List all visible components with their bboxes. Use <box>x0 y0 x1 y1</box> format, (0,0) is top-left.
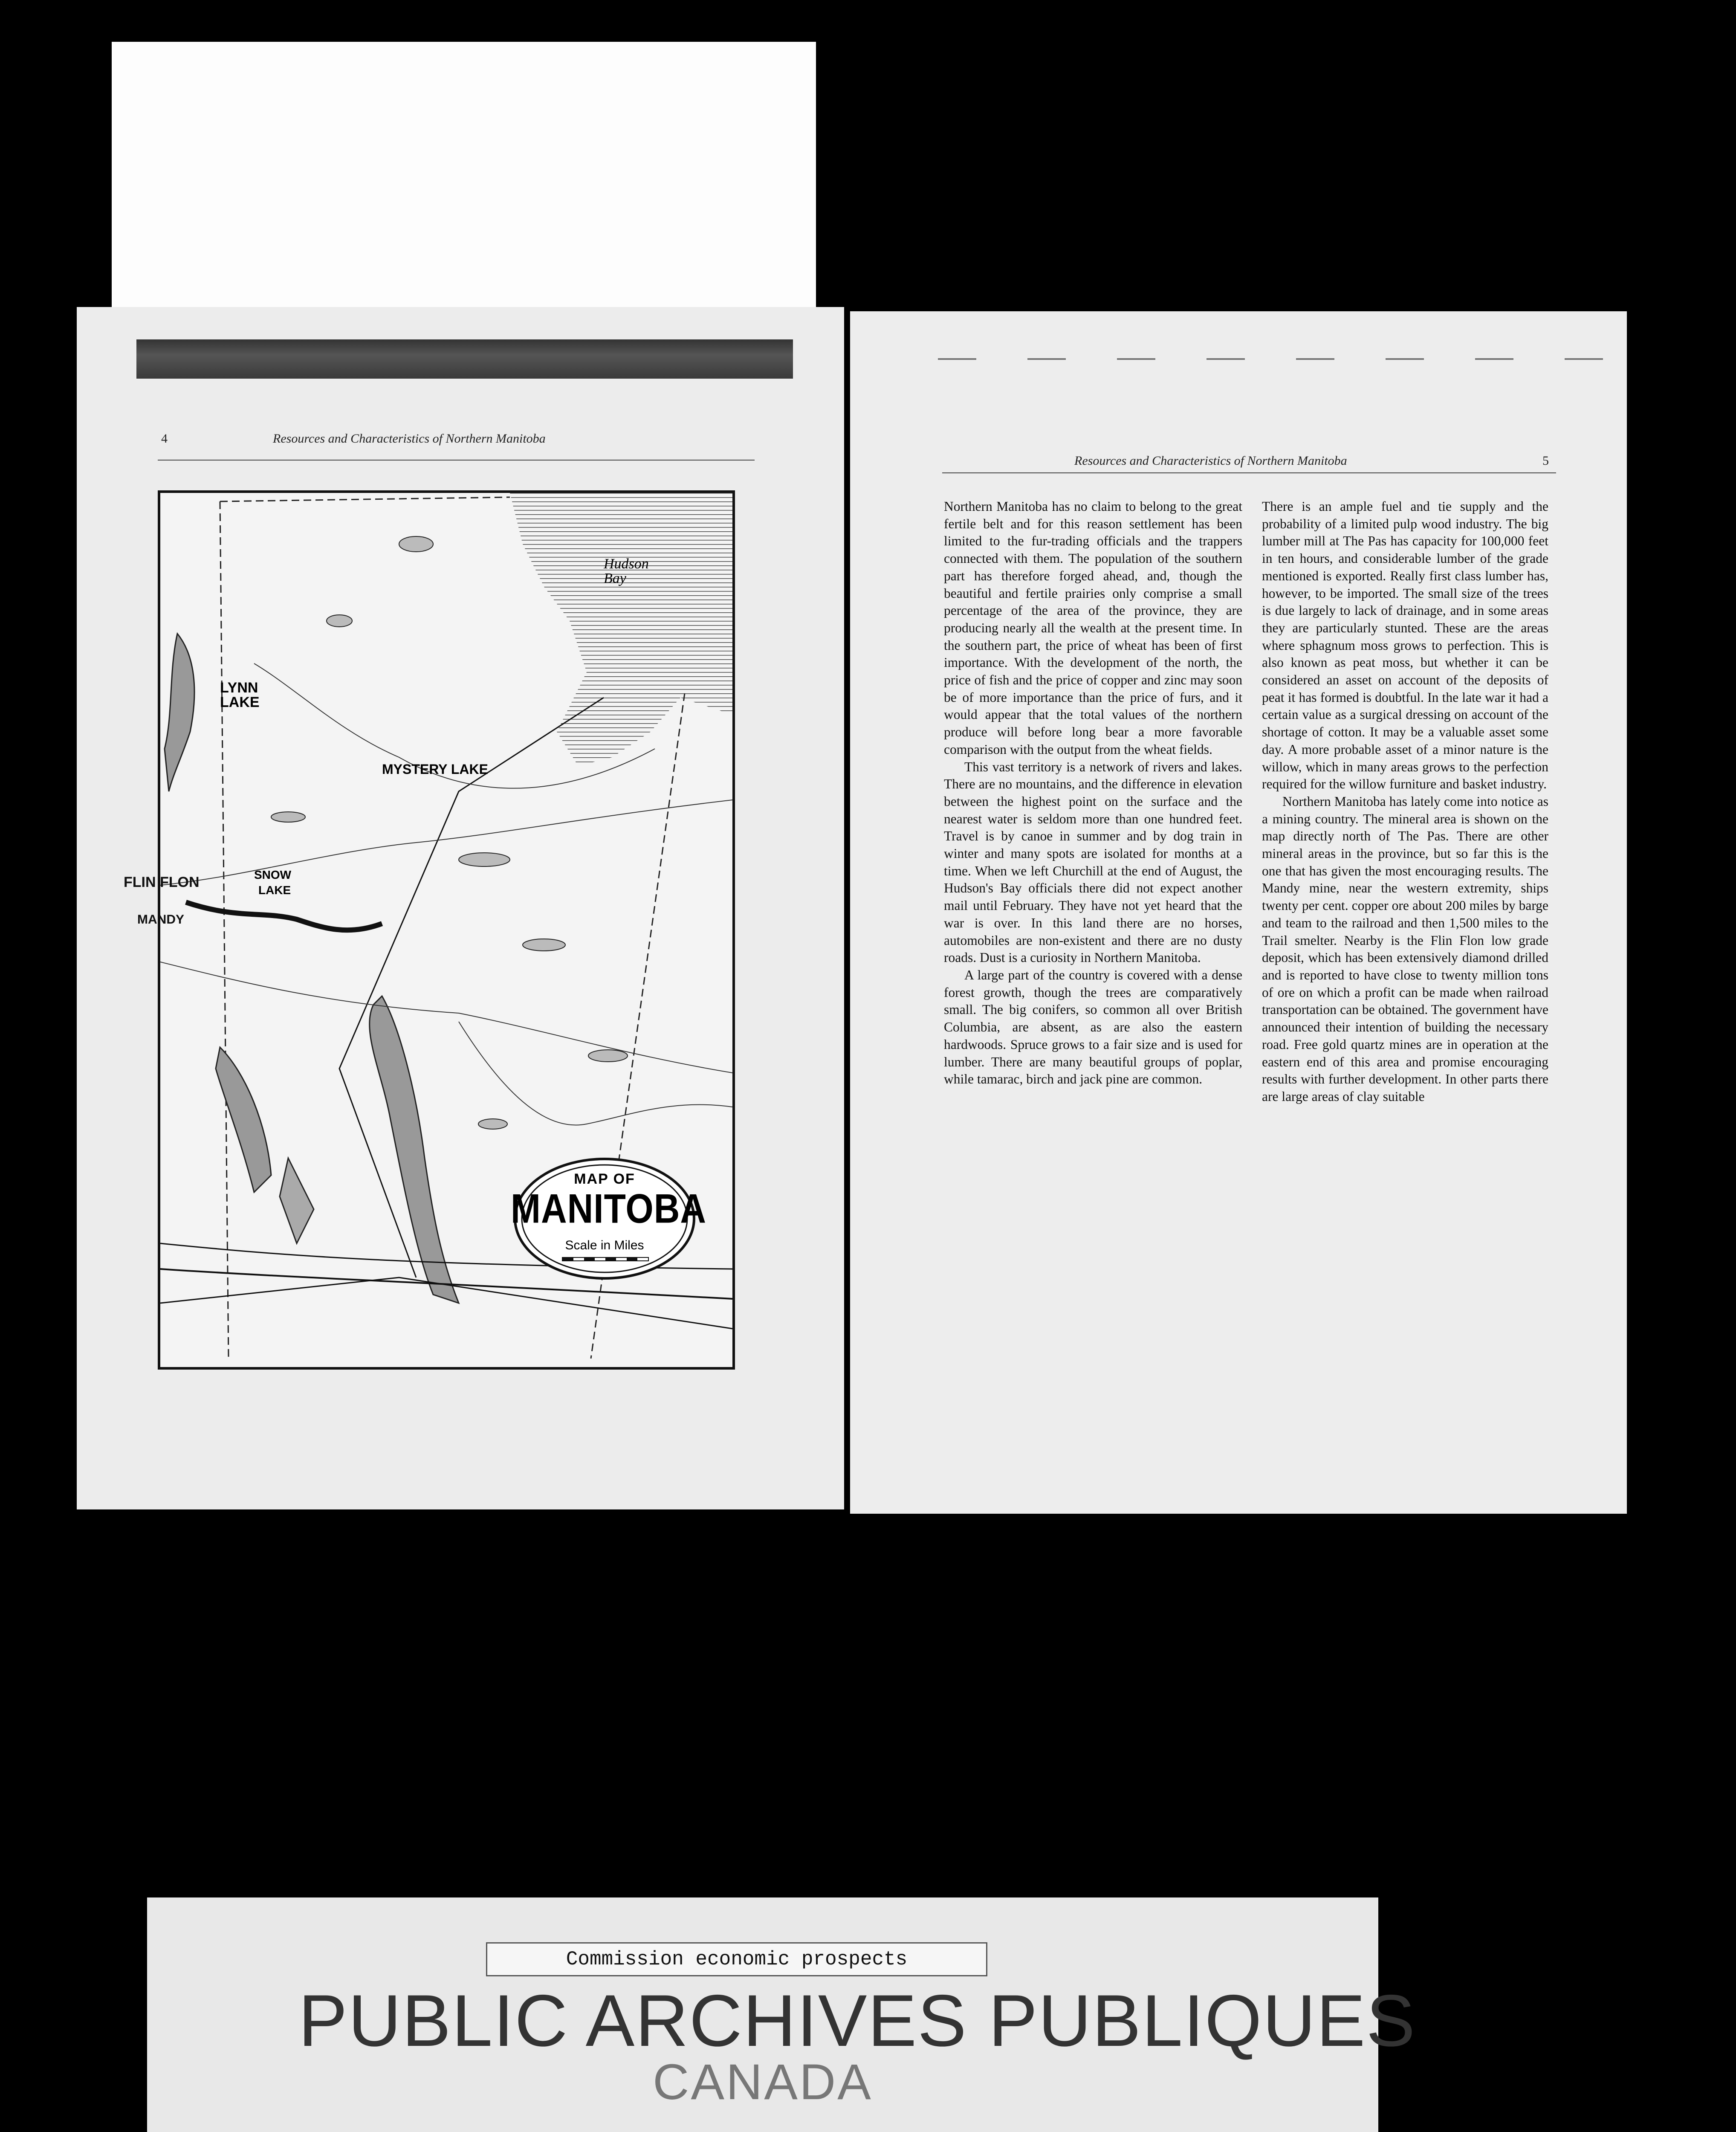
lake-winnipeg <box>370 996 459 1303</box>
paragraph: This vast territory is a network of rivers and lakes. There are no mountains, and the difference in elevation between the highest point on the surface and the nearest water is seldom more than one hundred feet. Travel is by canoe in summer and by dog train in winter and many spots are isolated for months at a time. When we left Churchill at the end of August, the Hudson's Bay officials there did not expect another mail until February. They have not yet heard that the war is over. In this land there are no horses, automobiles are non-existent and there are no dusty roads. Dust is a curiosity in Northern Manitoba. <box>944 759 1242 965</box>
small-lake <box>523 939 565 951</box>
map-scale: Scale in Miles <box>565 1238 644 1252</box>
river <box>160 962 732 1073</box>
text-column-2 <box>1262 498 1548 1106</box>
archive-slip-text: Commission economic prospects <box>486 1942 987 1976</box>
reindeer-lake <box>165 634 194 791</box>
mineral-area <box>186 902 382 930</box>
paragraph: A large part of the country is covered with a dense forest growth, though the trees are comparatively small. The big conifers, so common all over British Columbia, are absent, as are also the eastern hardwoods. Spruce grows to a fair size and is used for lumber. There are many beautiful groups of poplar, while tamarac, birch and jack pine are common. <box>944 967 1242 1087</box>
archive-stamp-line-1: PUBLIC ARCHIVES PUBLIQUES <box>298 1980 1416 2062</box>
paragraph: Northern Manitoba has no claim to belong to the great fertile belt and for this reason settlement has been limited to the fur-trading officials and the trappers connected with them. The population of the southern part has therefore forged ahead, and, though the beautiful and fertile prairies only comprise a small percentage of the area of the province, they are producing nearly all the wealth at the present time. In the southern part, the price of wheat has been of first importance. With the development of the north, the price of fish and the price of copper and zinc may soon be of more importance than the price of furs, and it would appear that the total values of the northern produce will before long bear a more favorable comparison with the output from the wheat fields. <box>944 499 1242 757</box>
paragraph: Northern Manitoba has lately come into notice as a mining country. The mineral area is shown on the map directly north of The Pas. There are other mineral areas in the province, but so far this is the one that has given the most encouraging results. The Mandy mine, near the western extremity, ships twenty per cent. copper ore about 200 miles by barge and team to the railroad and then 1,500 miles to the Trail smelter. Nearby is the Flin Flon low grade deposit, which has been extensively diamond drilled and is reported to have close to twenty million tons of ore on which a profit can be made when railroad transportation can be obtained. The government have announced their intention of building the necessary road. Free gold quartz mines are in operation at the eastern end of this area and promise encouraging results with further development. In other parts there are large areas of clay suitable <box>1262 794 1548 1104</box>
small-lake <box>271 812 305 822</box>
small-lake <box>588 1050 628 1062</box>
paper-slip <box>112 42 816 319</box>
archive-stamp-line-2: CANADA <box>653 2054 873 2110</box>
map-title-cartouche <box>511 1155 707 1287</box>
left-header-rule <box>158 460 755 461</box>
map-label-lynn-lake: LYNN LAKE <box>220 680 260 710</box>
map-label-mystery-lake: MYSTERY LAKE <box>382 762 488 777</box>
lake-winnipegosis <box>280 1158 314 1243</box>
small-lake <box>478 1119 507 1129</box>
map-label-snow: SNOW <box>254 868 292 881</box>
small-lake <box>399 536 433 552</box>
paragraph: There is an ample fuel and tie supply and the probability of a limited pulp wood industry. The big lumber mill at The Pas has capacity for 100,000 feet in ten hours, and considerable lumber of the grade mentioned is exported. Really first class lumber has, however, to be imported. The small size of the trees is due largely to lack of drainage, and in some areas they are particularly stunted. These are the areas where sphagnum moss grows to perfection. This is also known as peat moss, but whether it can be considered an asset on account of the deposits of peat it has formed is doubtful. In the late war it had a certain value as a surgical dressing on account of the shortage of cotton. It may be a valuable asset some day. A more probable asset of a minor nature is the willow, which in many areas grows to the perfection required for the willow furniture and basket industry. <box>1262 499 1548 792</box>
map-label-mandy: MANDY <box>137 912 184 927</box>
hudson-bay-area <box>510 493 732 766</box>
river <box>160 800 732 885</box>
text-column-1 <box>944 498 1242 1088</box>
tape-strip <box>136 339 793 379</box>
small-lake <box>327 615 352 627</box>
left-page-number: 4 <box>161 432 168 446</box>
bleed-through-marks <box>938 358 1612 360</box>
scale-bar <box>562 1257 649 1261</box>
right-header-rule <box>942 472 1556 473</box>
left-running-head: Resources and Characteristics of Northern Manitoba <box>273 432 546 446</box>
map-label-hudson-bay: Hudson Bay <box>604 556 649 586</box>
small-lake <box>459 853 510 866</box>
lake-manitoba <box>216 1047 271 1192</box>
map-label-lake: LAKE <box>258 884 291 897</box>
map-title-top: MAP OF <box>574 1171 635 1187</box>
map-title-main: MANITOBA <box>511 1185 707 1231</box>
map-label-flin-flon: FLIN FLON <box>124 874 200 890</box>
river <box>459 1022 732 1125</box>
right-running-head: Resources and Characteristics of Northern Manitoba <box>1074 454 1347 468</box>
right-page-number: 5 <box>1542 454 1549 468</box>
